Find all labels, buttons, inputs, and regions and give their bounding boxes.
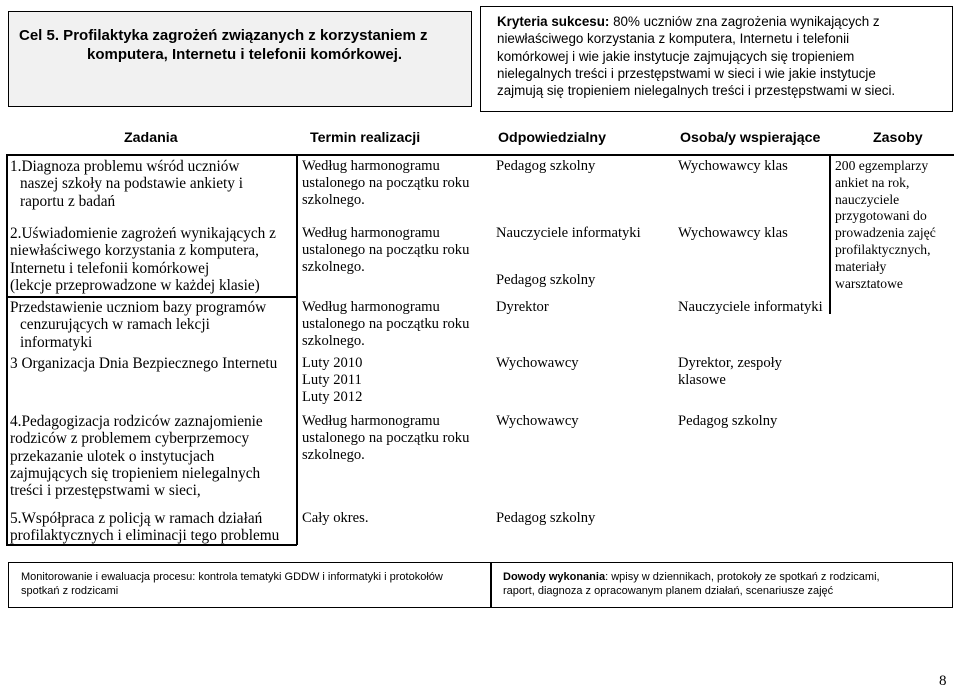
goal-title-line2: komputera, Internetu i telefonii komórkowej. [87, 46, 403, 63]
responsible-6: Pedagog szkolny [496, 510, 596, 526]
evidence-line2: raport, diagnoza z opracowanym planem działań, scenariusze zajęć [503, 585, 834, 597]
resources-line: materiały [835, 258, 887, 274]
task-3-line: informatyki [20, 333, 93, 351]
deadline-line: Luty 2012 [302, 389, 363, 405]
goal-title-line1: Cel 5. Profilaktyka zagrożeń związanych z korzystaniem z [19, 27, 428, 44]
task-1-line: 1.Diagnoza problemu wśród uczniów [10, 158, 240, 175]
deadline-line: Według harmonogramu [302, 413, 440, 429]
deadline-1 [302, 158, 487, 209]
responsible-line: Pedagog szkolny [496, 272, 596, 289]
table-header [0, 130, 960, 152]
resources-cell [835, 158, 957, 292]
task-2-line: 2.Uświadomienie zagrożeń wynikających z [10, 225, 276, 242]
supporting-4 [678, 355, 828, 390]
deadline-line: Luty 2011 [302, 372, 362, 388]
monitoring-line1: Monitorowanie i ewaluacja procesu: kontrola tematyki GDDW i informatyki i protokołów [21, 571, 443, 583]
responsible-3: Dyrektor [496, 299, 549, 315]
responsible-2 [496, 225, 672, 290]
task-3 [10, 299, 296, 351]
task-3-line: cenzurujących w ramach lekcji [20, 316, 210, 334]
resources-line: 200 egzemplarzy [835, 158, 929, 173]
table-top-rule [6, 154, 954, 156]
task-1-line: naszej szkoły na podstawie ankiety i [20, 175, 244, 193]
task-1-line: raportu z badań [20, 192, 116, 210]
deadline-line: Według harmonogramu [302, 158, 440, 174]
deadline-line: Według harmonogramu [302, 225, 440, 241]
task-4 [10, 355, 296, 372]
deadline-line: ustalonego na początku roku [302, 175, 470, 191]
header-tasks: Zadania [124, 130, 178, 146]
header-responsible: Odpowiedzialny [498, 130, 606, 146]
task-column-rule [296, 154, 298, 545]
deadline-line: ustalonego na początku roku [302, 316, 470, 332]
task-2-line: Internetu i telefonii komórkowej [10, 259, 210, 277]
task-4-line: 3 Organizacja Dnia Bezpiecznego Internetu [10, 355, 278, 372]
task-5 [10, 413, 296, 499]
goal-box [8, 11, 472, 107]
responsible-1: Pedagog szkolny [496, 158, 596, 174]
criteria-line2: niewłaściwego korzystania z komputera, Internetu i telefonii [497, 31, 850, 47]
resources-line: profilaktycznych, [835, 241, 931, 257]
header-supporting: Osoba/y wspierające [680, 130, 821, 146]
resources-line: ankiet na rok, [835, 174, 910, 190]
deadline-line: Luty 2010 [302, 355, 363, 371]
deadline-line: szkolnego. [302, 259, 365, 275]
task-5-line: 4.Pedagogizacja rodziców zaznajomienie [10, 413, 263, 430]
resources-column-rule [829, 154, 831, 314]
task-1 [10, 158, 296, 210]
task-6 [10, 510, 296, 545]
criteria-line5: zajmują się tropieniem nielegalnych treści i przestępstwami w sieci. [497, 83, 896, 99]
table-left-rule [6, 154, 8, 545]
deadline-line: szkolnego. [302, 333, 365, 349]
task-5-line: przekazanie ulotek o instytucjach [10, 447, 215, 465]
deadline-line: szkolnego. [302, 447, 365, 463]
monitoring-line2: spotkań z rodzicami [21, 585, 119, 597]
supporting-2: Wychowawcy klas [678, 225, 788, 241]
supporting-line: klasowe [678, 372, 726, 389]
task-2-line: niewłaściwego korzystania z komputera, [10, 242, 259, 260]
criteria-label: Kryteria sukcesu: [497, 14, 610, 29]
task-5-line: treści i przestępstwami w sieci, [10, 482, 201, 500]
deadline-line: ustalonego na początku roku [302, 242, 470, 258]
resources-line: nauczyciele [835, 191, 900, 207]
deadline-line: szkolnego. [302, 192, 365, 208]
supporting-3: Nauczyciele informatyki [678, 299, 823, 315]
task-5-line: zajmujących się tropieniem nielegalnych [10, 464, 261, 482]
resources-line: przygotowani do [835, 208, 927, 224]
evidence-label: Dowody wykonania [503, 571, 606, 583]
monitoring-box [8, 562, 492, 608]
header-resources: Zasoby [873, 130, 923, 146]
evidence-box [490, 562, 953, 608]
deadline-5 [302, 413, 487, 464]
task-6-line: profilaktycznych i eliminacji tego problemu [10, 527, 280, 545]
deadline-2 [302, 225, 487, 276]
task-3-line: Przedstawienie uczniom bazy programów [10, 299, 267, 316]
page-number: 8 [939, 673, 947, 689]
supporting-1: Wychowawcy klas [678, 158, 788, 174]
responsible-4: Wychowawcy [496, 355, 579, 371]
resources-line: warsztatowe [835, 275, 903, 291]
deadline-line: ustalonego na początku roku [302, 430, 470, 446]
task-2-line: (lekcje przeprowadzone w każdej klasie) [10, 276, 260, 294]
deadline-line: Według harmonogramu [302, 299, 440, 315]
evidence-line1: : wpisy w dziennikach, protokoły ze spotkań z rodzicami, [605, 571, 880, 583]
task-6-line: 5.Współpraca z policją w ramach działań [10, 510, 263, 527]
resources-line: prowadzenia zajęć [835, 225, 936, 241]
deadline-4 [302, 355, 487, 406]
deadline-6: Cały okres. [302, 510, 369, 526]
criteria-line3: komórkowej i wie jakie instytucje zajmujących się tropieniem [497, 48, 855, 64]
header-deadline: Termin realizacji [310, 130, 421, 146]
criteria-line4: nielegalnych treści i przestępstwami w sieci i wie jakie instytucje [497, 65, 876, 81]
supporting-5: Pedagog szkolny [678, 413, 778, 429]
deadline-3 [302, 299, 487, 350]
criteria-box [480, 6, 953, 112]
responsible-5: Wychowawcy [496, 413, 579, 429]
criteria-line1: 80% uczniów zna zagrożenia wynikających z [609, 14, 880, 29]
responsible-line: Nauczyciele informatyki [496, 225, 641, 241]
task-row-rule [6, 296, 297, 298]
supporting-line: Dyrektor, zespoły [678, 355, 782, 371]
task-5-line: rodziców z problemem cyberprzemocy [10, 430, 250, 448]
task-2 [10, 225, 296, 294]
